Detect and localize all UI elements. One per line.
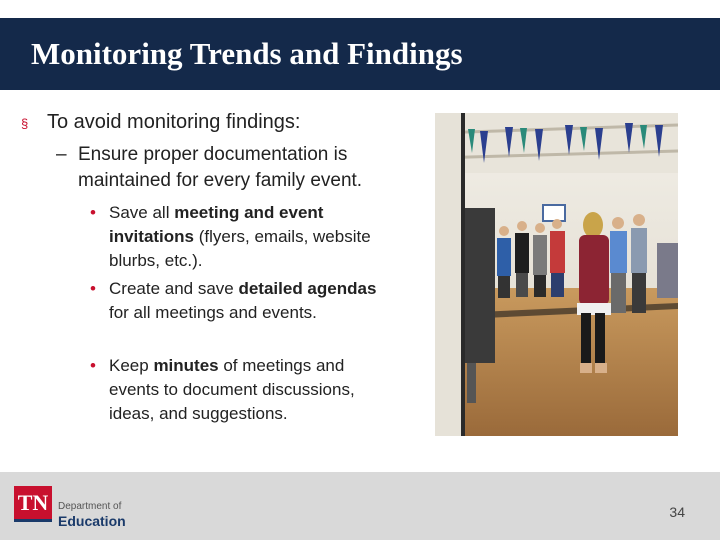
dash-bullet-icon: – — [56, 144, 67, 165]
bullet-text: Create and save detailed agendas for all meetings and events. — [109, 279, 377, 322]
logo-department-text: Department of — [58, 501, 122, 512]
photo-illustration — [435, 113, 678, 436]
gym-meeting-photo — [435, 113, 678, 436]
page-number: 34 — [669, 504, 685, 520]
bullet-level2-text: Ensure proper documentation is maintained for every family event. — [78, 144, 363, 191]
logo-education-text: Education — [58, 513, 126, 529]
dot-bullet-icon: • — [90, 279, 96, 298]
dot-bullet-icon: • — [90, 203, 96, 222]
square-bullet-icon: § — [21, 116, 29, 131]
slide-title: Monitoring Trends and Findings — [31, 36, 463, 71]
tn-logo-icon: TN — [14, 486, 52, 522]
bullet-text: Save all meeting and event invitations (flyers, emails, website blurbs, etc.). — [109, 203, 371, 270]
dot-bullet-icon: • — [90, 356, 96, 375]
bullet-level1-text: To avoid monitoring findings: — [47, 111, 301, 133]
bullet-text: Keep minutes of meetings and events to document discussions, ideas, and suggestions. — [109, 356, 355, 423]
